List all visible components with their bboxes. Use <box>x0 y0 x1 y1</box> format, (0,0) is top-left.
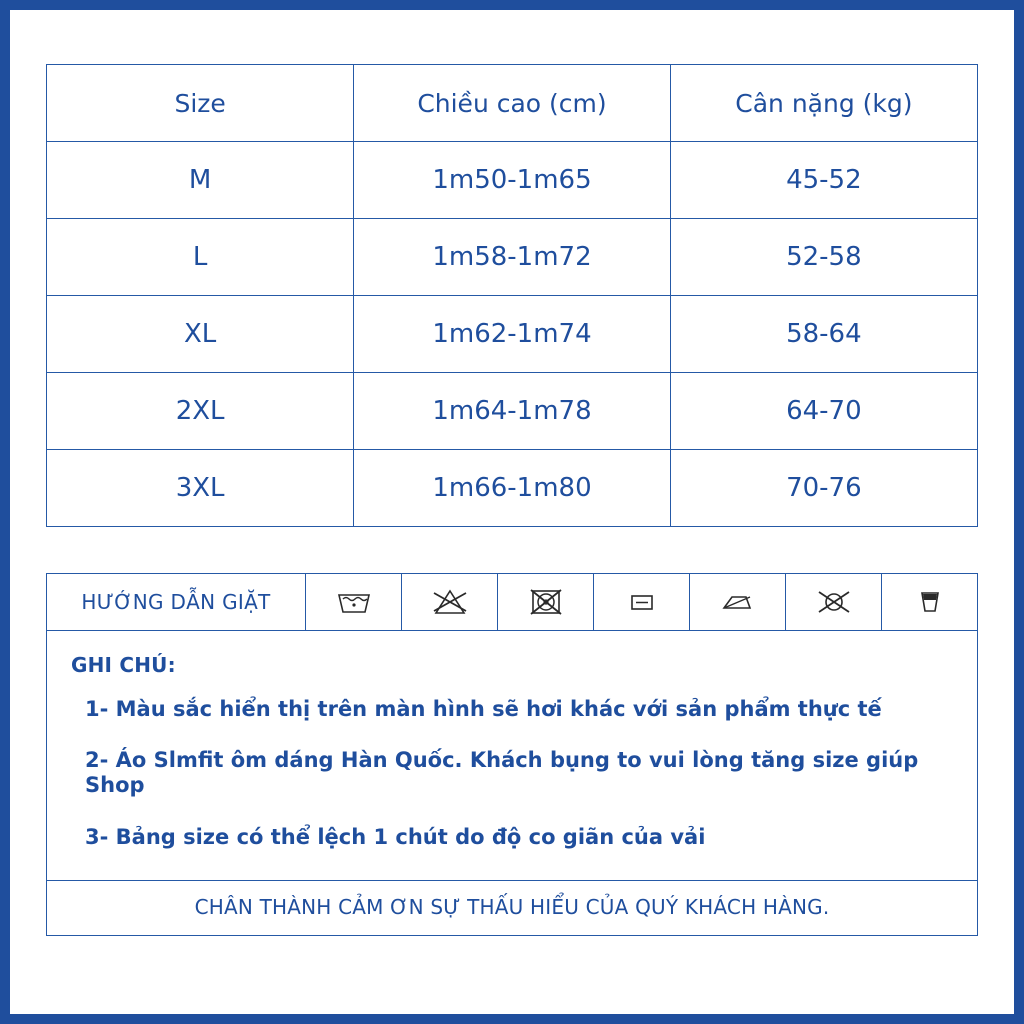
note-item-1: 1- Màu sắc hiển thị trên màn hình sẽ hơi khác với sản phẩm thực tế <box>85 697 882 721</box>
cell-weight: 58-64 <box>670 296 977 373</box>
column-header-height: Chiều cao (cm) <box>354 65 671 142</box>
care-and-notes-panel <box>46 573 978 936</box>
cell-size: 2XL <box>47 373 354 450</box>
cell-weight: 64-70 <box>670 373 977 450</box>
do-not-iron-steam-icon <box>690 574 786 630</box>
cell-size: L <box>47 219 354 296</box>
cell-weight: 70-76 <box>670 450 977 527</box>
note-item-2: 2- Áo Slmfit ôm dáng Hàn Quốc. Khách bụng to vui lòng tăng size giúp Shop <box>85 748 919 798</box>
size-chart-head <box>47 65 978 142</box>
table-header-row <box>47 65 978 142</box>
cell-height: 1m58-1m72 <box>354 219 671 296</box>
do-not-tumble-dry-icon <box>498 574 594 630</box>
page-inner <box>10 10 1014 1014</box>
care-instructions-row <box>47 574 977 631</box>
notes-section <box>47 631 977 880</box>
cell-size: 3XL <box>47 450 354 527</box>
cell-size: XL <box>47 296 354 373</box>
size-chart-table <box>46 64 978 527</box>
table-row <box>47 142 978 219</box>
table-row <box>47 450 978 527</box>
cell-weight: 52-58 <box>670 219 977 296</box>
thanks-message: CHÂN THÀNH CẢM ƠN SỰ THẤU HIỂU CỦA QUÝ KHÁCH HÀNG. <box>47 880 977 935</box>
table-row <box>47 373 978 450</box>
cell-height: 1m62-1m74 <box>354 296 671 373</box>
cell-size: M <box>47 142 354 219</box>
table-row <box>47 219 978 296</box>
cell-height: 1m66-1m80 <box>354 450 671 527</box>
do-not-bleach-icon <box>402 574 498 630</box>
note-item-3: 3- Bảng size có thể lệch 1 chút do độ co giãn của vải <box>85 824 706 849</box>
hand-wash-icon <box>306 574 402 630</box>
column-header-weight: Cân nặng (kg) <box>670 65 977 142</box>
do-not-wring-icon <box>882 574 977 630</box>
cell-weight: 45-52 <box>670 142 977 219</box>
iron-low-icon <box>594 574 690 630</box>
do-not-dry-clean-icon <box>786 574 882 630</box>
column-header-size: Size <box>47 65 354 142</box>
cell-height: 1m50-1m65 <box>354 142 671 219</box>
size-chart-body <box>47 142 978 527</box>
care-instructions-title: HƯỚNG DẪN GIẶT <box>47 574 306 630</box>
cell-height: 1m64-1m78 <box>354 373 671 450</box>
notes-heading: GHI CHÚ: <box>71 653 176 677</box>
table-row <box>47 296 978 373</box>
